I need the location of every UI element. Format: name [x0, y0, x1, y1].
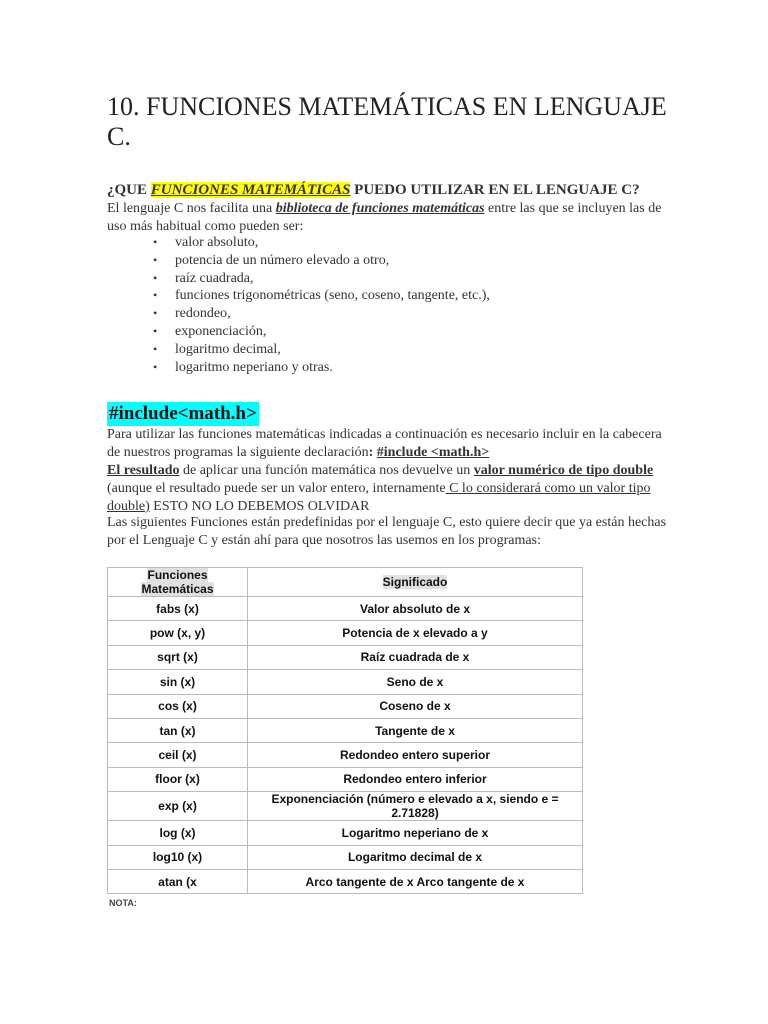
- list-item: • valor absoluto,: [153, 234, 490, 252]
- section-question: [107, 180, 707, 200]
- function-cell: ceil (x): [108, 743, 248, 767]
- list-item: • logaritmo decimal,: [153, 341, 490, 359]
- include-code: #include <math.h>: [376, 445, 490, 460]
- table-row: [108, 621, 583, 645]
- include-colon: :: [368, 445, 377, 460]
- table-row: [108, 670, 583, 694]
- table-header-row: [108, 568, 583, 597]
- result-lead: El resultado: [107, 463, 180, 478]
- result-paragraph: [107, 462, 667, 516]
- result-t3: C lo considerará como un valor tipo double): [107, 481, 651, 514]
- table-row: [108, 645, 583, 669]
- header-functions: [108, 568, 248, 597]
- meaning-cell: Redondeo entero superior: [248, 743, 583, 767]
- meaning-cell: Arco tangente de x Arco tangente de x: [248, 869, 583, 893]
- meaning-cell: Raíz cuadrada de x: [248, 645, 583, 669]
- table-row: [108, 845, 583, 869]
- page-title: 10. FUNCIONES MATEMÁTICAS EN LENGUAJE C.: [107, 92, 667, 151]
- function-cell: log (x): [108, 821, 248, 845]
- result-t1: de aplicar una función matemática nos devuelve un: [179, 463, 474, 478]
- functions-table: [107, 567, 583, 894]
- meaning-cell: Logaritmo decimal de x: [248, 845, 583, 869]
- question-highlight: FUNCIONES MATEMÁTICAS: [150, 182, 351, 198]
- question-suffix: PUEDO UTILIZAR EN EL LENGUAJE C?: [350, 182, 640, 198]
- predef-paragraph: Las siguientes Funciones están predefinidas por el lenguaje C, esto quiere decir que ya están hechas por el Lenguaje C y están ahí para que nosotros las usemos en los programas:: [107, 515, 667, 548]
- function-cell: log10 (x): [108, 845, 248, 869]
- nota-label: NOTA:: [109, 898, 137, 908]
- meaning-cell: Potencia de x elevado a y: [248, 621, 583, 645]
- include-paragraph: [107, 426, 667, 462]
- function-cell: atan (x: [108, 869, 248, 893]
- meaning-cell: Redondeo entero inferior: [248, 767, 583, 791]
- meaning-cell: Seno de x: [248, 670, 583, 694]
- function-cell: fabs (x): [108, 597, 248, 621]
- list-item: • raíz cuadrada,: [153, 270, 490, 288]
- table-row: [108, 869, 583, 893]
- table-row: [108, 718, 583, 742]
- function-cell: sqrt (x): [108, 645, 248, 669]
- table-row: [108, 821, 583, 845]
- function-cell: exp (x): [108, 792, 248, 821]
- table-row: [108, 597, 583, 621]
- list-item: • redondeo,: [153, 305, 490, 323]
- function-cell: floor (x): [108, 767, 248, 791]
- meaning-cell: Logaritmo neperiano de x: [248, 821, 583, 845]
- meaning-cell: Valor absoluto de x: [248, 597, 583, 621]
- intro-emphasis: biblioteca de funciones matemáticas: [275, 201, 485, 216]
- bullet-list: [153, 234, 490, 376]
- meaning-cell: Tangente de x: [248, 718, 583, 742]
- question-prefix: ¿QUE: [107, 182, 151, 198]
- meaning-cell: Exponenciación (número e elevado a x, siendo e = 2.71828): [248, 792, 583, 821]
- include-heading: #include<math.h>: [109, 403, 257, 424]
- function-cell: cos (x): [108, 694, 248, 718]
- header-meaning-label: Significado: [382, 575, 448, 589]
- intro-paragraph: [107, 200, 667, 236]
- function-cell: sin (x): [108, 670, 248, 694]
- function-cell: tan (x): [108, 718, 248, 742]
- list-item: • potencia de un número elevado a otro,: [153, 252, 490, 270]
- table-row: [108, 743, 583, 767]
- table-row: [108, 792, 583, 821]
- table-row: [108, 767, 583, 791]
- intro-part1: El lenguaje C nos facilita una: [107, 201, 276, 216]
- table-row: [108, 694, 583, 718]
- list-item: • exponenciación,: [153, 323, 490, 341]
- include-text: Para utilizar las funciones matemáticas indicadas a continuación es necesario incluir en la cabecera de nuestros programas la siguiente declaración: [107, 427, 662, 460]
- result-t2: (aunque el resultado puede ser un valor entero, internamente: [107, 481, 446, 496]
- function-cell: pow (x, y): [108, 621, 248, 645]
- intro-part2: entre las que se incluyen las de uso más habitual como pueden ser:: [107, 201, 662, 234]
- result-t4: ESTO NO LO DEBEMOS OLVIDAR: [149, 499, 370, 514]
- meaning-cell: Coseno de x: [248, 694, 583, 718]
- header-meaning: [248, 568, 583, 597]
- list-item: • funciones trigonométricas (seno, coseno, tangente, etc.),: [153, 287, 490, 305]
- list-item: • logaritmo neperiano y otras.: [153, 359, 490, 377]
- header-functions-label: Funciones Matemáticas: [141, 568, 214, 596]
- result-value-type: valor numérico de tipo double: [473, 463, 654, 478]
